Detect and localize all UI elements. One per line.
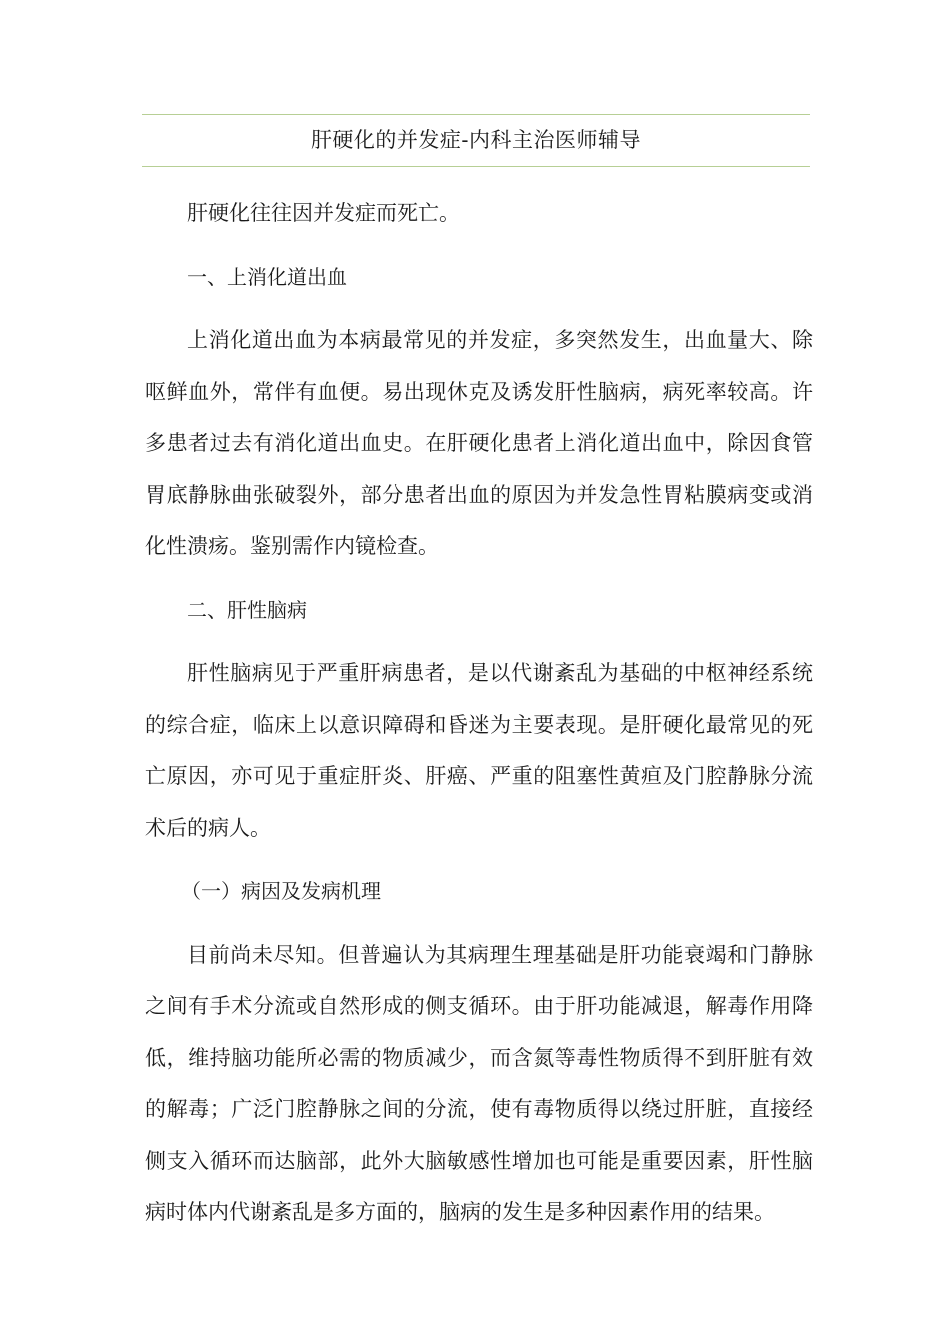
title-top-rule: [142, 114, 810, 115]
section-body-bleeding: 上消化道出血为本病最常见的并发症，多突然发生，出血量大、除呕鲜血外，常伴有血便。易出现休克及诱发肝性脑病，病死率较高。许多患者过去有消化道出血史。在肝硬化患者上消化道出血中，除因食管胃底静脉曲张破裂外，部分患者出血的原因为并发急性胃粘膜病变或消化性溃疡。鉴别需作内镜检查。: [145, 328, 813, 558]
section-body-encephalopathy: 肝性脑病见于严重肝病患者，是以代谢紊乱为基础的中枢神经系统的综合症，临床上以意识障碍和昏迷为主要表现。是肝硬化最常见的死亡原因，亦可见于重症肝炎、肝癌、严重的阻塞性黄疸及门腔静脉分流术后的病人。: [145, 661, 813, 840]
document-title: 肝硬化的并发症-内科主治医师辅导: [310, 128, 642, 152]
intro-paragraph: 肝硬化往往因并发症而死亡。: [187, 201, 460, 225]
document-body: [145, 188, 813, 1239]
section-heading-bleeding: 一、上消化道出血: [187, 264, 347, 289]
subsection-body-etiology: 目前尚未尽知。但普遍认为其病理生理基础是肝功能衰竭和门静脉之间有手术分流或自然形成的侧支循环。由于肝功能减退，解毒作用降低，维持脑功能所必需的物质减少，而含氮等毒性物质得不到肝脏有效的解毒；广泛门腔静脉之间的分流，使有毒物质得以绕过肝脏，直接经侧支入循环而达脑部，此外大脑敏感性增加也可能是重要因素，肝性脑病时体内代谢紊乱是多方面的，脑病的发生是多种因素作用的结果。: [145, 942, 813, 1224]
title-bottom-rule: [142, 166, 810, 167]
section-heading-encephalopathy: 二、肝性脑病: [187, 597, 307, 622]
subsection-heading-etiology: （一）病因及发病机理: [181, 879, 381, 903]
